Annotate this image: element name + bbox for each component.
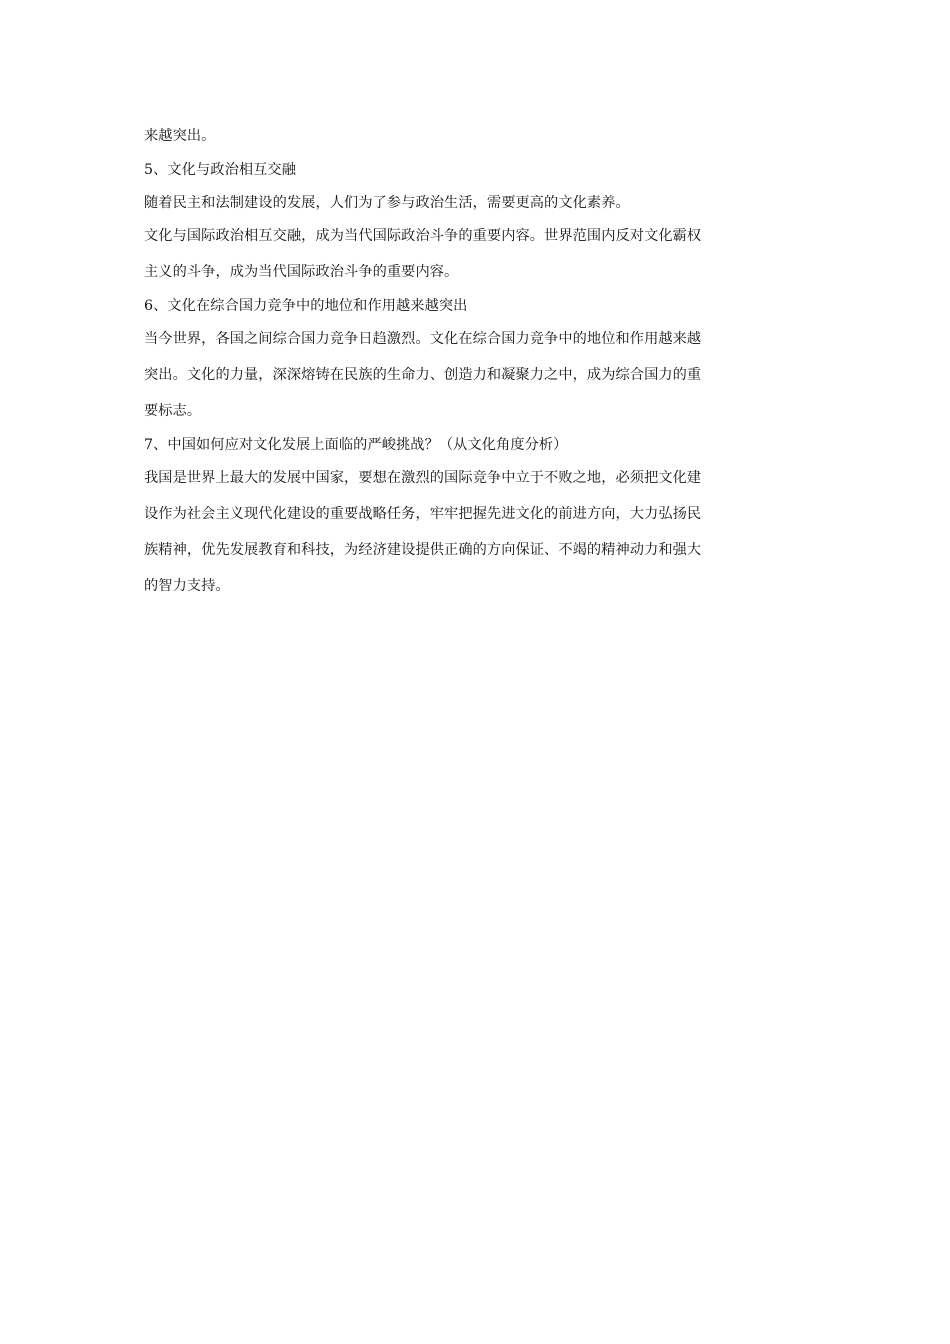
text-line: 族精神，优先发展教育和科技，为经济建设提供正确的方向保证、不竭的精神动力和强大 bbox=[144, 542, 702, 558]
text-line: 当今世界，各国之间综合国力竞争日趋激烈。文化在综合国力竞争中的地位和作用越来越 bbox=[144, 331, 702, 347]
document-body bbox=[144, 126, 810, 596]
text-line: 突出。文化的力量，深深熔铸在民族的生命力、创造力和凝聚力之中，成为综合国力的重 bbox=[144, 367, 702, 383]
text-line: 主义的斗争，成为当代国际政治斗争的重要内容。 bbox=[144, 264, 459, 280]
text-line: 我国是世界上最大的发展中国家，要想在激烈的国际竞争中立于不败之地，必须把文化建 bbox=[144, 470, 702, 486]
text-line: 要标志。 bbox=[144, 403, 202, 419]
text-line: 随着民主和法制建设的发展，人们为了参与政治生活，需要更高的文化素养。 bbox=[144, 195, 630, 211]
text-line: 来越突出。 bbox=[144, 128, 216, 144]
para-5a bbox=[144, 193, 810, 213]
para-7 bbox=[144, 468, 810, 596]
heading-7 bbox=[144, 435, 810, 455]
heading-6 bbox=[144, 296, 810, 316]
para-5b bbox=[144, 226, 810, 282]
section-heading: 5、文化与政治相互交融 bbox=[144, 162, 297, 178]
para-continuation bbox=[144, 126, 810, 146]
para-6 bbox=[144, 329, 810, 421]
section-heading: 7、中国如何应对文化发展上面临的严峻挑战？（从文化角度分析） bbox=[144, 437, 568, 453]
section-heading: 6、文化在综合国力竞争中的地位和作用越来越突出 bbox=[144, 298, 468, 314]
text-line: 文化与国际政治相互交融，成为当代国际政治斗争的重要内容。世界范围内反对文化霸权 bbox=[144, 228, 702, 244]
heading-5 bbox=[144, 160, 810, 180]
text-line: 设作为社会主义现代化建设的重要战略任务，牢牢把握先进文化的前进方向，大力弘扬民 bbox=[144, 506, 702, 522]
text-line: 的智力支持。 bbox=[144, 578, 230, 594]
